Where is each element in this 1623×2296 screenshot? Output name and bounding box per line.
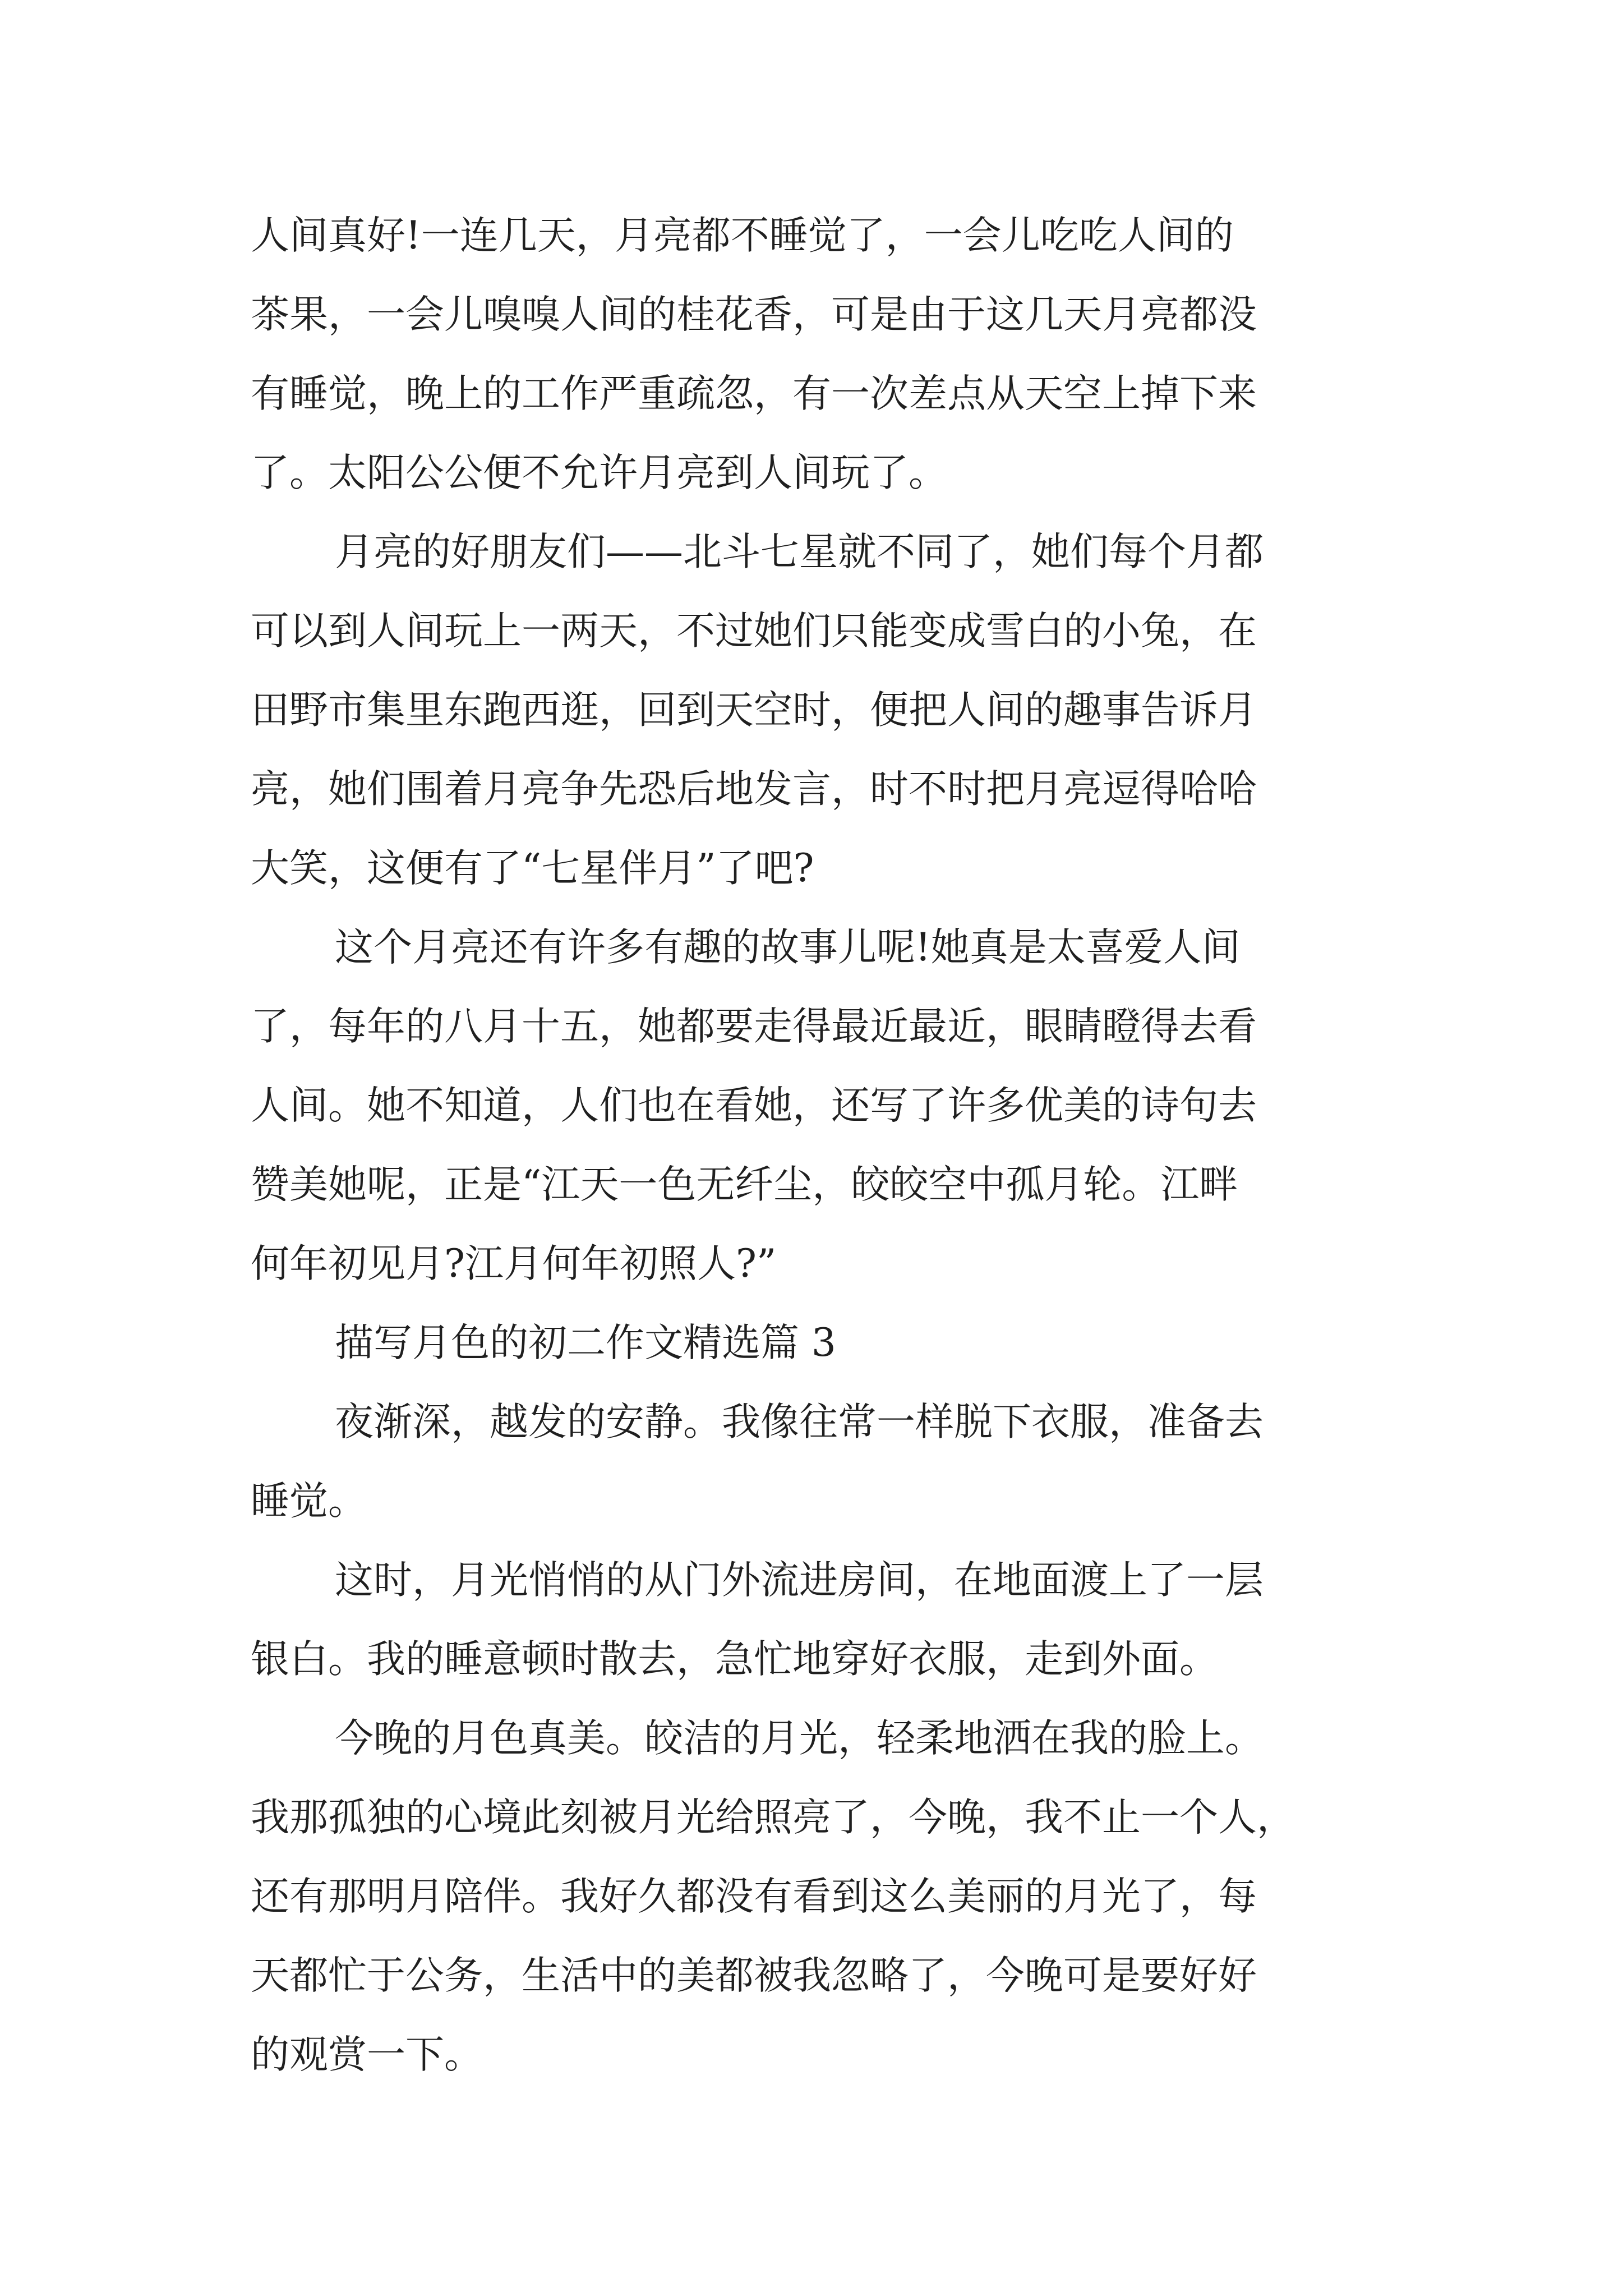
text-line: 了，每年的八月十五，她都要走得最近最近，眼睛瞪得去看 — [251, 1004, 1257, 1049]
paragraph-start-line: 月亮的好朋友们——北斗七星就不同了，她们每个月都 — [335, 530, 1264, 574]
paragraph-start-line: 这个月亮还有许多有趣的故事儿呢!她真是太喜爱人间 — [335, 925, 1241, 970]
text-line: 我那孤独的心境此刻被月光给照亮了，今晚，我不止一个人， — [251, 1795, 1295, 1840]
text-line: 人间真好!一连几天，月亮都不睡觉了，一会儿吃吃人间的 — [251, 213, 1234, 258]
text-line: 亮，她们围着月亮争先恐后地发言，时不时把月亮逗得哈哈 — [251, 767, 1257, 812]
text-line: 还有那明月陪伴。我好久都没有看到这么美丽的月光了，每 — [251, 1874, 1257, 1919]
text-line: 田野市集里东跑西逛，回到天空时，便把人间的趣事告诉月 — [251, 688, 1257, 733]
text-line: 何年初见月?江月何年初照人?” — [251, 1241, 777, 1286]
text-line: 睡觉。 — [251, 1479, 367, 1524]
text-line: 茶果，一会儿嗅嗅人间的桂花香，可是由于这几天月亮都没 — [251, 292, 1257, 337]
text-line: 银白。我的睡意顿时散去，急忙地穿好衣服，走到外面。 — [251, 1637, 1218, 1682]
paragraph-start-line: 今晚的月色真美。皎洁的月光，轻柔地洒在我的脸上。 — [335, 1716, 1264, 1761]
text-line: 可以到人间玩上一两天，不过她们只能变成雪白的小兔，在 — [251, 609, 1257, 654]
text-line: 赞美她呢，正是“江天一色无纤尘，皎皎空中孤月轮。江畔 — [251, 1162, 1238, 1207]
document-body — [251, 212, 1384, 2110]
paragraph-start-line: 这时，月光悄悄的从门外流进房间，在地面渡上了一层 — [335, 1558, 1264, 1603]
text-line: 人间。她不知道，人们也在看她，还写了许多优美的诗句去 — [251, 1083, 1257, 1128]
text-line: 的观赏一下。 — [251, 2032, 483, 2077]
text-line: 有睡觉，晚上的工作严重疏忽，有一次差点从天空上掉下来 — [251, 371, 1257, 416]
text-line: 天都忙于公务，生活中的美都被我忽略了，今晚可是要好好 — [251, 1953, 1257, 1998]
text-line: 大笑，这便有了“七星伴月”了吧? — [251, 846, 814, 891]
text-line: 了。太阳公公便不允许月亮到人间玩了。 — [251, 450, 947, 495]
paragraph-start-line: 夜渐深，越发的安静。我像往常一样脱下衣服，准备去 — [335, 1400, 1264, 1444]
section-heading: 描写月色的初二作文精选篇 3 — [335, 1320, 836, 1365]
